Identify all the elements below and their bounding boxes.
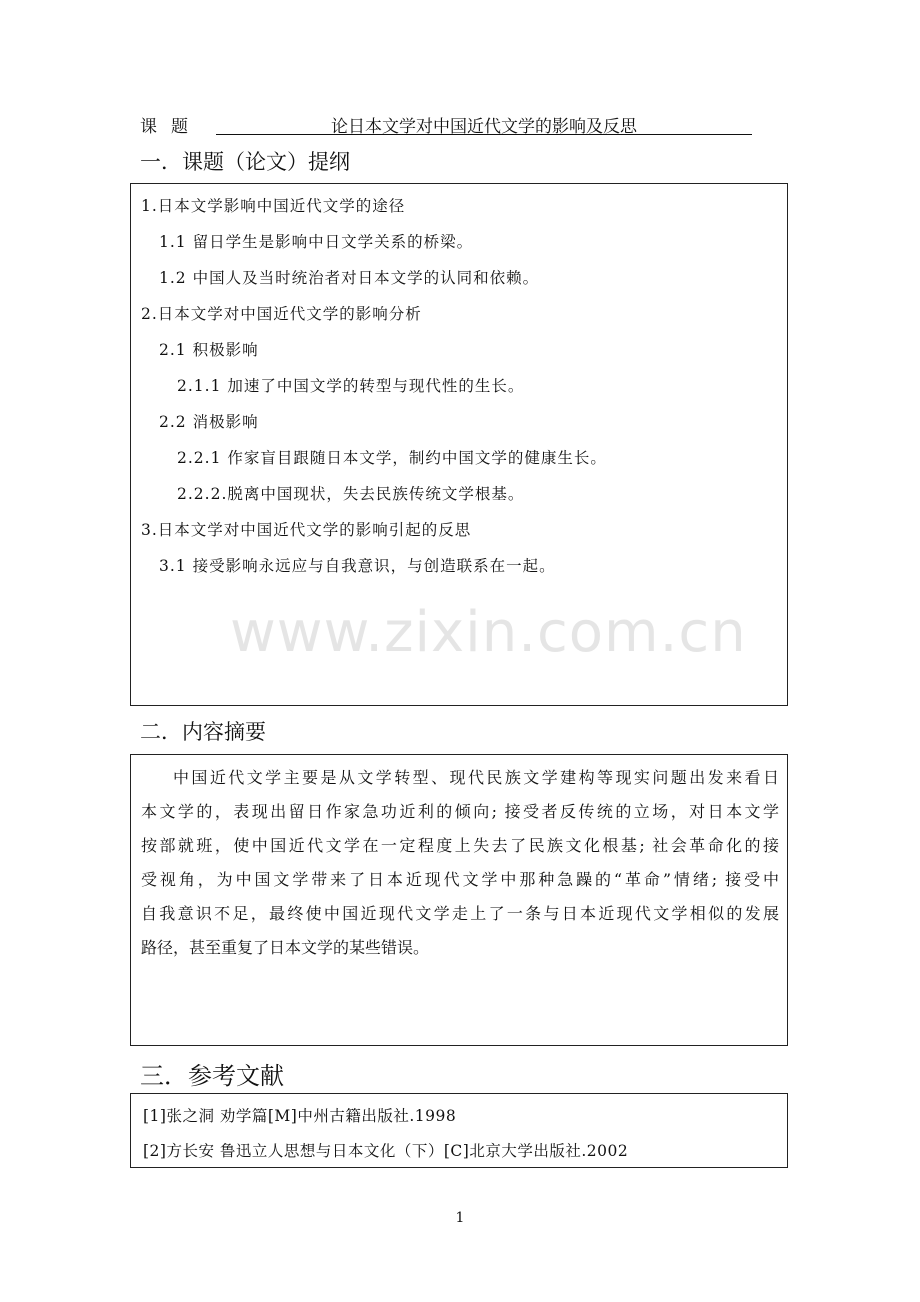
- references-heading: 三．参考文献: [140, 1062, 284, 1090]
- outline-item-1: 1.日本文学影响中国近代文学的途径: [141, 197, 406, 215]
- abstract-line-4: 受视角，为中国文学带来了日本近现代文学中那种急躁的“革命”情绪; 接受中: [141, 870, 779, 889]
- abstract-line-1: 中国近代文学主要是从文学转型、现代民族文学建构等现实问题出发来看日: [173, 768, 779, 787]
- abstract-line-2: 本文学的，表现出留日作家急功近利的倾向; 接受者反传统的立场，对日本文学: [141, 802, 779, 821]
- topic-title: 论日本文学对中国近代文学的影响及反思: [216, 112, 752, 135]
- outline-item-2-1-1: 2.1.1 加速了中国文学的转型与现代性的生长。: [177, 377, 525, 395]
- outline-heading: 一．课题（论文）提纲: [140, 150, 350, 174]
- outline-item-3: 3.日本文学对中国近代文学的影响引起的反思: [141, 521, 472, 539]
- outline-item-1-1: 1.1 留日学生是影响中日文学关系的桥梁。: [159, 233, 474, 251]
- outline-item-2-2: 2.2 消极影响: [159, 413, 259, 431]
- reference-1: [1]张之洞 劝学篇[M]中州古籍出版社.1998: [143, 1107, 457, 1125]
- abstract-heading: 二．内容摘要: [140, 720, 266, 744]
- page-number: 1: [455, 1210, 465, 1226]
- outline-item-3-1: 3.1 接受影响永远应与自我意识，与创造联系在一起。: [159, 557, 556, 575]
- abstract-line-6: 路径，甚至重复了日本文学的某些错误。: [141, 938, 430, 957]
- reference-2: [2]方长安 鲁迅立人思想与日本文化（下）[C]北京大学出版社.2002: [143, 1142, 629, 1160]
- abstract-line-5: 自我意识不足，最终使中国近现代文学走上了一条与日本近现代文学相似的发展: [141, 904, 779, 923]
- watermark: www.zixin.com.cn: [230, 600, 747, 665]
- outline-item-2-1: 2.1 积极影响: [159, 341, 259, 359]
- topic-row: [140, 112, 752, 138]
- outline-item-2: 2.日本文学对中国近代文学的影响分析: [141, 305, 422, 323]
- references-box: [130, 1093, 788, 1168]
- topic-label: 课题: [140, 117, 202, 137]
- abstract-line-3: 按部就班，使中国近代文学在一定程度上失去了民族文化根基; 社会革命化的接: [141, 836, 779, 855]
- abstract-box: [130, 754, 788, 1046]
- outline-item-1-2: 1.2 中国人及当时统治者对日本文学的认同和依赖。: [159, 269, 540, 287]
- outline-item-2-2-2: 2.2.2.脱离中国现状，失去民族传统文学根基。: [177, 485, 525, 503]
- outline-item-2-2-1: 2.2.1 作家盲目跟随日本文学，制约中国文学的健康生长。: [177, 449, 607, 467]
